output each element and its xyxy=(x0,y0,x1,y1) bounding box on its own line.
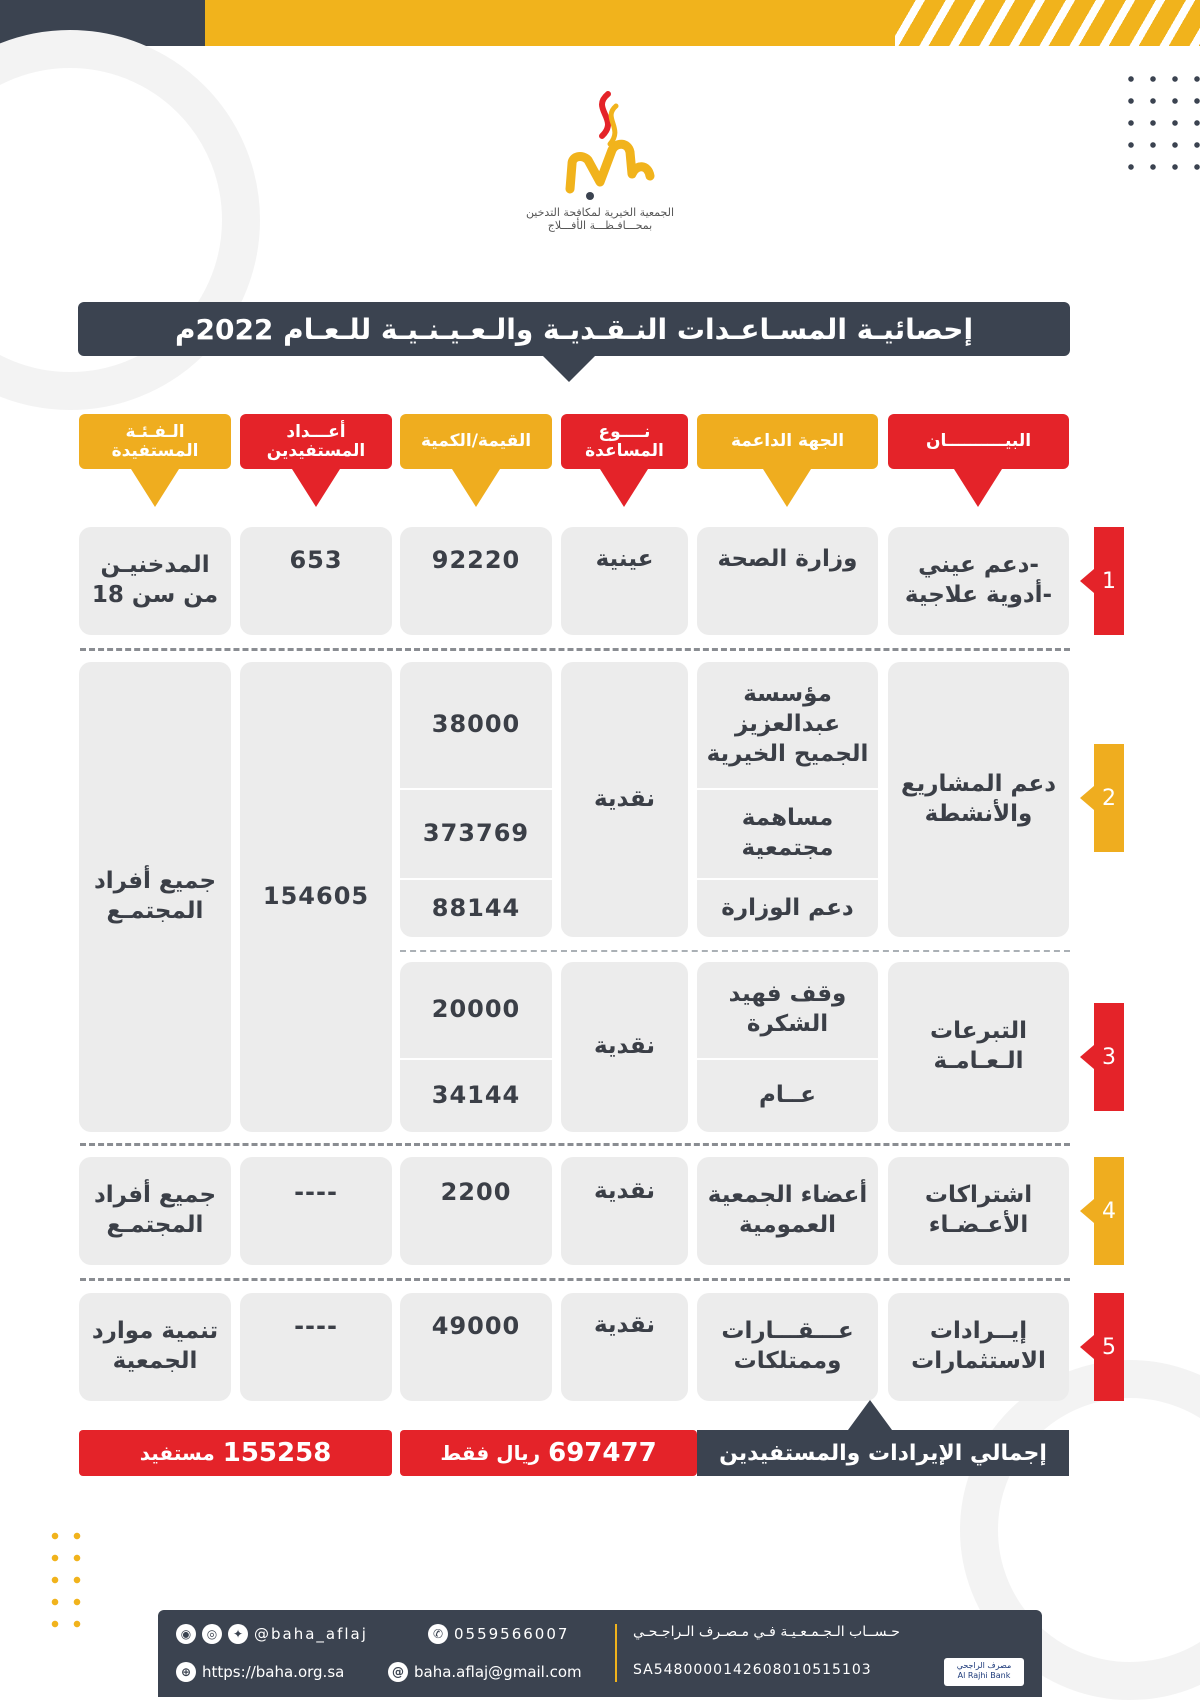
row4-value xyxy=(400,1157,552,1265)
row-number-1: 1 xyxy=(1094,527,1124,635)
dots-pattern-top-right xyxy=(1120,68,1200,178)
header-category-line1: الـفـئـة xyxy=(125,421,185,442)
row-separator xyxy=(80,1278,1070,1281)
total-revenue-unit: ريال فقط xyxy=(440,1441,541,1465)
row2-statement-line1: دعم المشاريع xyxy=(900,770,1057,797)
header-category-line2: المستفيدة xyxy=(111,440,199,461)
row2-supporter-1-line1: مؤسسة xyxy=(743,681,832,708)
iban: SA5480000142608010515103 xyxy=(633,1662,872,1678)
social-handle-text: @baha_aflaj xyxy=(254,1625,368,1643)
row4-supporter-line1: أعضاء الجمعية xyxy=(707,1182,868,1209)
row2-values xyxy=(400,662,552,937)
row3-supporter-1-line2: الشكرة xyxy=(746,1011,829,1037)
phone-text: 0559566007 xyxy=(454,1625,570,1643)
row3-aid-type xyxy=(561,962,688,1132)
row3-supporter-1 xyxy=(697,962,878,1058)
globe-icon: ⊕ xyxy=(176,1662,196,1682)
row1-category-line1: المدخنيـن xyxy=(100,552,210,579)
row5-statement xyxy=(888,1293,1069,1401)
row3-statement xyxy=(888,962,1069,1132)
row1-value-text: 92220 xyxy=(431,546,521,574)
row4-supporter xyxy=(697,1157,878,1265)
row3-values xyxy=(400,962,552,1132)
row3-statement-line2: الـعـامـة xyxy=(933,1048,1024,1074)
total-label: إجمالي الإيرادات والمستفيدين xyxy=(697,1430,1069,1476)
header-statement-pointer xyxy=(954,469,1002,507)
rows23-count xyxy=(240,662,392,1132)
instagram-icon: ◎ xyxy=(202,1624,222,1644)
header-statement: البيــــــــــان xyxy=(888,414,1069,469)
row2-aid-type-text: نقدية xyxy=(593,785,656,812)
row3-statement-line1: التبرعات xyxy=(929,1018,1028,1045)
row5-supporter-line2: وممتلكات xyxy=(733,1348,842,1374)
row4-count xyxy=(240,1157,392,1265)
row3-supporters xyxy=(697,962,878,1132)
header-aid-type-line1: نــــوع xyxy=(598,421,651,442)
row4-aid-type xyxy=(561,1157,688,1265)
logo-org-line2: بمحـــافـظـــة الأفـــلاج xyxy=(547,219,653,232)
total-beneficiaries-value: 155258 xyxy=(222,1438,332,1468)
row2-supporter-1-line3: الجميح الخيرية xyxy=(706,740,869,767)
email-link[interactable] xyxy=(388,1662,582,1682)
header-value-pointer xyxy=(452,469,500,507)
rows23-category xyxy=(79,662,231,1132)
row2-supporters xyxy=(697,662,878,937)
total-beneficiaries xyxy=(79,1430,392,1476)
email-icon: @ xyxy=(388,1662,408,1682)
row1-aid-type-text: عينية xyxy=(595,546,654,572)
row-separator xyxy=(80,648,1070,651)
row2-value-3: 88144 xyxy=(431,893,521,922)
total-revenue-value: 697477 xyxy=(548,1438,657,1468)
row5-category-line2: الجمعية xyxy=(112,1348,198,1374)
row3-value-1: 20000 xyxy=(431,995,521,1024)
header-count-line1: أعـــداد xyxy=(286,421,346,442)
page-title: إحصائيـة المسـاعـدات النـقـديـة والـعـيـنـيـة للـعـام 2022م xyxy=(78,302,1070,356)
bank-title: حـســاب الـجـمـعـيـة فـي مـصـرف الـراجـحـي xyxy=(633,1624,900,1640)
row1-supporter xyxy=(697,527,878,635)
row5-statement-line2: الاستثمارات xyxy=(911,1348,1046,1374)
snapchat-icon: ◉ xyxy=(176,1624,196,1644)
rows23-category-line2: المجتمـع xyxy=(106,898,204,924)
row-number-5: 5 xyxy=(1094,1293,1124,1401)
row1-supporter-text: وزارة الصحة xyxy=(717,546,858,572)
row2-supporter-3-line1: دعم الوزارة xyxy=(721,894,854,921)
row5-supporter-line1: عـــقـــارات xyxy=(721,1318,854,1345)
row1-statement xyxy=(888,527,1069,635)
row1-count xyxy=(240,527,392,635)
social-handle[interactable] xyxy=(176,1624,368,1644)
row-separator-partial xyxy=(400,950,1070,952)
row5-value xyxy=(400,1293,552,1401)
row3-supporter-2: عــام xyxy=(759,1082,816,1109)
row2-supporter-1 xyxy=(697,662,878,788)
row5-statement-line1: إيــرادات xyxy=(929,1318,1028,1345)
row5-count-text: ---- xyxy=(294,1312,338,1340)
row4-category-line2: المجتمـع xyxy=(106,1212,204,1238)
header-supporter-pointer xyxy=(763,469,811,507)
row1-count-text: 653 xyxy=(289,546,343,574)
row1-value xyxy=(400,527,552,635)
row5-supporter xyxy=(697,1293,878,1401)
row5-category xyxy=(79,1293,231,1401)
header-category-pointer xyxy=(131,469,179,507)
header-category xyxy=(79,414,231,469)
header-value: القيمة/الكمية xyxy=(400,414,552,469)
row2-value-1: 38000 xyxy=(431,710,521,739)
total-pointer xyxy=(848,1400,892,1430)
row2-supporter-3 xyxy=(697,880,878,937)
bank-logo xyxy=(944,1658,1024,1686)
row1-category-line2: من سن 18 xyxy=(91,582,219,608)
row4-value-text: 2200 xyxy=(440,1178,512,1206)
email-text: baha.aflaj@gmail.com xyxy=(414,1663,582,1681)
row4-aid-type-text: نقدية xyxy=(593,1178,656,1204)
header-count-pointer xyxy=(292,469,340,507)
row4-category xyxy=(79,1157,231,1265)
row-number-3: 3 xyxy=(1094,1003,1124,1111)
row2-aid-type xyxy=(561,662,688,937)
row3-aid-type-text: نقدية xyxy=(593,1033,656,1060)
header-count-line2: المستفيدين xyxy=(266,440,366,461)
row2-value-2: 373769 xyxy=(422,819,530,848)
total-revenue xyxy=(400,1430,697,1476)
header-aid-type xyxy=(561,414,688,469)
row-number-4: 4 xyxy=(1094,1157,1124,1265)
row5-value-text: 49000 xyxy=(431,1312,521,1340)
row4-supporter-line2: العمومية xyxy=(739,1212,836,1238)
row4-count-text: ---- xyxy=(294,1178,338,1206)
bank-logo-en: Al Rajhi Bank xyxy=(957,1670,1011,1680)
website-text: https://baha.org.sa xyxy=(202,1663,345,1681)
row1-statement-line2: -أدوية علاجية xyxy=(904,582,1053,608)
phone[interactable] xyxy=(428,1624,569,1644)
logo-mark-icon xyxy=(490,84,710,202)
row2-statement xyxy=(888,662,1069,937)
row3-value-2: 34144 xyxy=(431,1081,521,1110)
logo-org-line1: الجمعية الخيرية لمكافحة التدخين xyxy=(525,206,675,219)
twitter-icon: ✦ xyxy=(228,1624,248,1644)
row1-category xyxy=(79,527,231,635)
rows23-count-text: 154605 xyxy=(262,882,370,911)
header-supporter: الجهة الداعمة xyxy=(697,414,878,469)
row5-aid-type xyxy=(561,1293,688,1401)
row1-statement-line1: -دعم عيني xyxy=(918,552,1039,579)
row2-supporter-1-line2: عبدالعزيز xyxy=(734,711,841,738)
row5-count xyxy=(240,1293,392,1401)
row4-statement xyxy=(888,1157,1069,1265)
whatsapp-icon: ✆ xyxy=(428,1624,448,1644)
title-pointer xyxy=(543,356,595,382)
row-number-2: 2 xyxy=(1094,744,1124,852)
row5-aid-type-text: نقدية xyxy=(593,1312,656,1338)
header-aid-type-line2: المساعدة xyxy=(585,440,664,461)
row4-statement-line2: الأعـضـاء xyxy=(928,1212,1029,1238)
footer-divider xyxy=(615,1624,617,1682)
row2-supporter-2 xyxy=(697,790,878,878)
row3-supporter-1-line1: وقف فهيد xyxy=(728,981,847,1008)
row-separator xyxy=(80,1143,1070,1146)
row2-statement-line2: والأنشطة xyxy=(924,800,1033,827)
dots-pattern-bottom-left xyxy=(44,1525,89,1630)
footer xyxy=(158,1610,1042,1697)
website-link[interactable] xyxy=(176,1662,344,1682)
header-aid-type-pointer xyxy=(600,469,648,507)
rows23-category-line1: جميع أفراد xyxy=(93,868,217,895)
row2-supporter-2-line1: مساهمة xyxy=(741,805,834,832)
row1-aid-type xyxy=(561,527,688,635)
logo xyxy=(490,84,710,244)
top-stripes xyxy=(895,0,1200,46)
total-beneficiaries-unit: مستفيد xyxy=(139,1441,215,1465)
row4-statement-line1: اشتراكات xyxy=(924,1182,1033,1209)
bank-logo-ar: مصرف الراجحي xyxy=(956,1661,1012,1670)
row2-supporter-2-line2: مجتمعية xyxy=(741,835,834,861)
header-beneficiaries-count xyxy=(240,414,392,469)
row4-category-line1: جميع أفراد xyxy=(93,1182,217,1209)
row5-category-line1: تنمية موارد xyxy=(91,1318,219,1345)
